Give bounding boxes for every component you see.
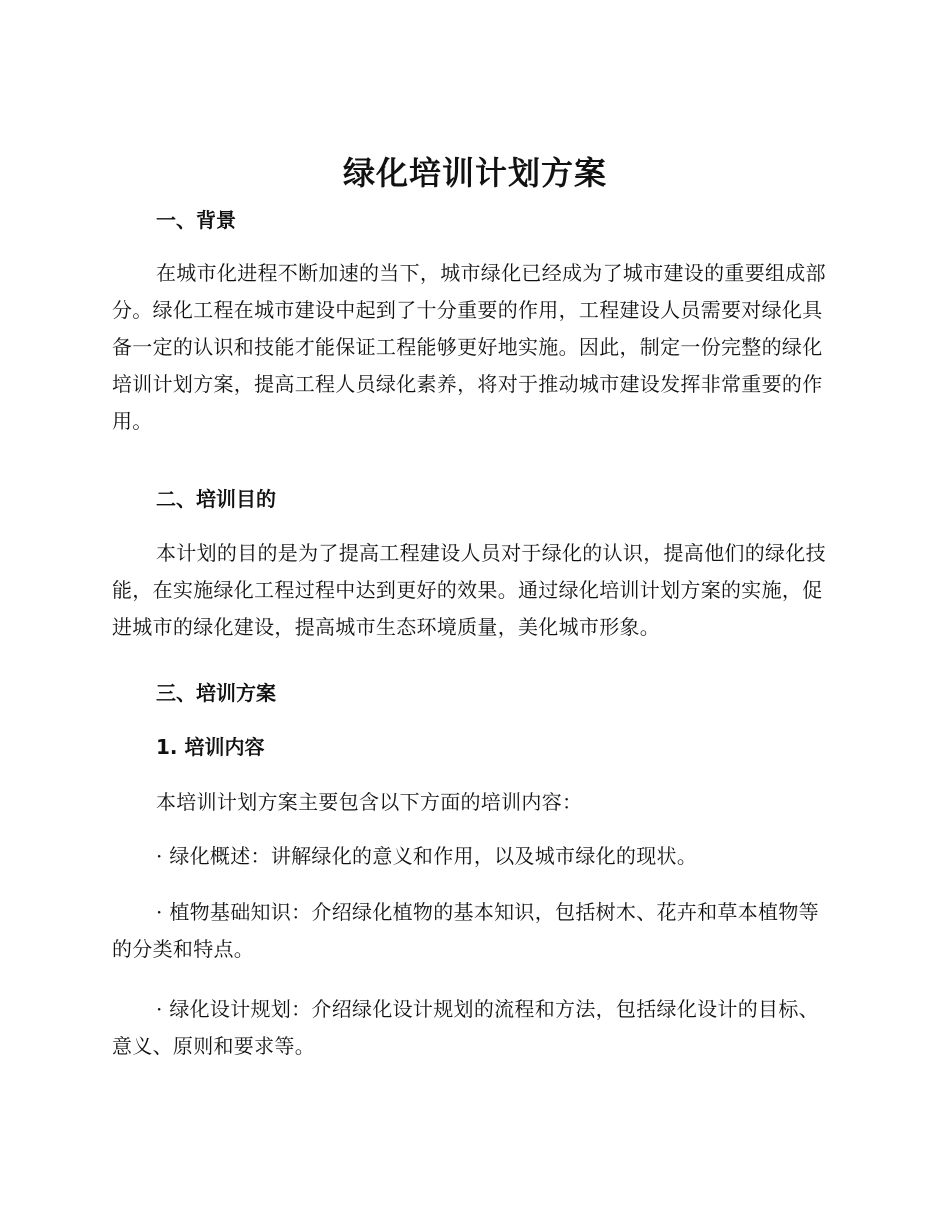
list-item-plant-basics: · 植物基础知识：介绍绿化植物的基本知识，包括树木、花卉和草本植物等的分类和特点。 — [112, 900, 819, 961]
list-item-overview: · 绿化概述：讲解绿化的意义和作用，以及城市绿化的现状。 — [156, 844, 698, 868]
section-heading-plan: 三、培训方案 — [156, 681, 276, 705]
section-heading-background: 一、背景 — [156, 208, 236, 232]
paragraph-background: 在城市化进程不断加速的当下，城市绿化已经成为了城市建设的重要组成部分。绿化工程在城市建设中起到了十分重要的作用，工程建设人员需要对绿化具备一定的认识和技能才能保证工程能够更好地实施。因此，制定一份完整的绿化培训计划方案，提高工程人员绿化素养，将对于推动城市建设发挥非常重要的作用。 — [112, 261, 826, 433]
subheading-training-content: 1. 培训内容 — [156, 735, 265, 759]
document-title: 绿化培训计划方案 — [342, 154, 607, 192]
section-heading-purpose: 二、培训目的 — [156, 487, 276, 511]
list-item-design-planning: · 绿化设计规划：介绍绿化设计规划的流程和方法，包括绿化设计的目标、意义、原则和要求等。 — [112, 997, 819, 1058]
paragraph-purpose: 本计划的目的是为了提高工程建设人员对于绿化的认识，提高他们的绿化技能，在实施绿化工程过程中达到更好的效果。通过绿化培训计划方案的实施，促进城市的绿化建设，提高城市生态环境质量，美化城市形象。 — [112, 541, 826, 639]
paragraph-plan-intro: 本培训计划方案主要包含以下方面的培训内容： — [156, 790, 583, 814]
